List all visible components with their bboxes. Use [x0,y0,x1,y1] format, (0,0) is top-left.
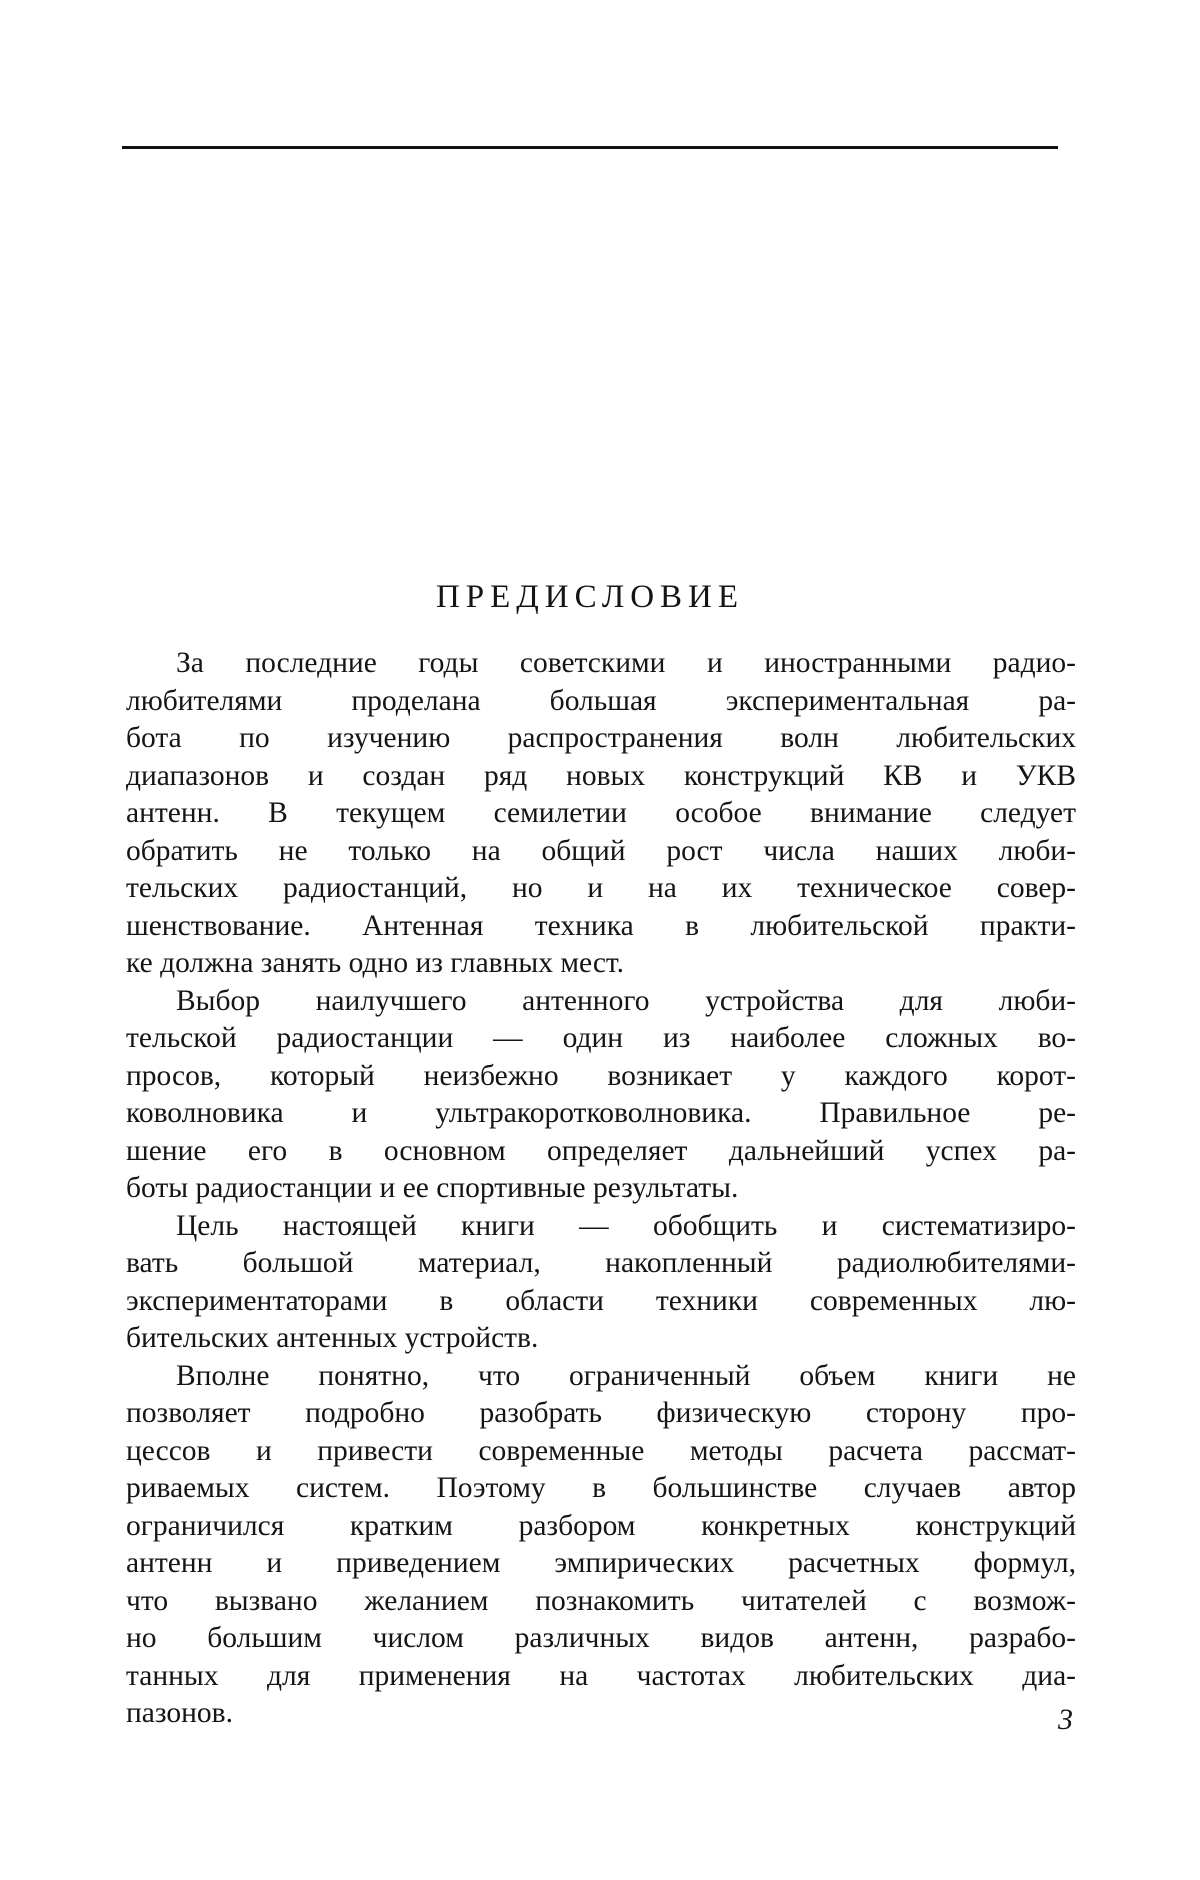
text-line: За последние годы советскими и иностранными радио- [126,645,1076,683]
text-line: риваемых систем. Поэтому в большинстве случаев автор [126,1470,1076,1508]
paragraph-4 [126,1358,1076,1733]
text-line: что вызвано желанием познакомить читателей с возмож- [126,1583,1076,1621]
text-line: коволновика и ультракоротковолновика. Правильное ре- [126,1095,1076,1133]
text-line: боты радиостанции и ее спортивные результаты. [126,1170,1076,1208]
text-line: антенн. В текущем семилетии особое внимание следует [126,795,1076,833]
text-line: обратить не только на общий рост числа наших люби- [126,833,1076,871]
page-number: 3 [1058,1702,1073,1738]
text-line: Цель настоящей книги — обобщить и систематизиро- [126,1208,1076,1246]
text-line: тельской радиостанции — один из наиболее сложных во- [126,1020,1076,1058]
paragraph-1 [126,645,1076,983]
text-line: ке должна занять одно из главных мест. [126,945,1076,983]
text-line: цессов и привести современные методы расчета рассмат- [126,1433,1076,1471]
text-line: любителями проделана большая экспериментальная ра- [126,683,1076,721]
text-line: но большим числом различных видов антенн, разрабо- [126,1620,1076,1658]
top-rule [122,146,1058,149]
text-line: просов, который неизбежно возникает у каждого корот- [126,1058,1076,1096]
text-line: танных для применения на частотах любительских диа- [126,1658,1076,1696]
page-title: ПРЕДИСЛОВИЕ [122,577,1058,617]
body-text [126,645,1076,1733]
text-line: шение его в основном определяет дальнейший успех ра- [126,1133,1076,1171]
text-line: антенн и приведением эмпирических расчетных формул, [126,1545,1076,1583]
text-line: Вполне понятно, что ограниченный объем книги не [126,1358,1076,1396]
text-line: пазонов. [126,1695,1076,1733]
paragraph-2 [126,983,1076,1208]
text-line: вать большой материал, накопленный радиолюбителями- [126,1245,1076,1283]
text-line: Выбор наилучшего антенного устройства для люби- [126,983,1076,1021]
paragraph-3 [126,1208,1076,1358]
text-line: ограничился кратким разбором конкретных конструкций [126,1508,1076,1546]
text-line: экспериментаторами в области техники современных лю- [126,1283,1076,1321]
text-line: тельских радиостанций, но и на их техническое совер- [126,870,1076,908]
text-line: бительских антенных устройств. [126,1320,1076,1358]
text-line: позволяет подробно разобрать физическую сторону про- [126,1395,1076,1433]
text-line: диапазонов и создан ряд новых конструкций КВ и УКВ [126,758,1076,796]
text-line: бота по изучению распространения волн любительских [126,720,1076,758]
text-line: шенствование. Антенная техника в любительской практи- [126,908,1076,946]
